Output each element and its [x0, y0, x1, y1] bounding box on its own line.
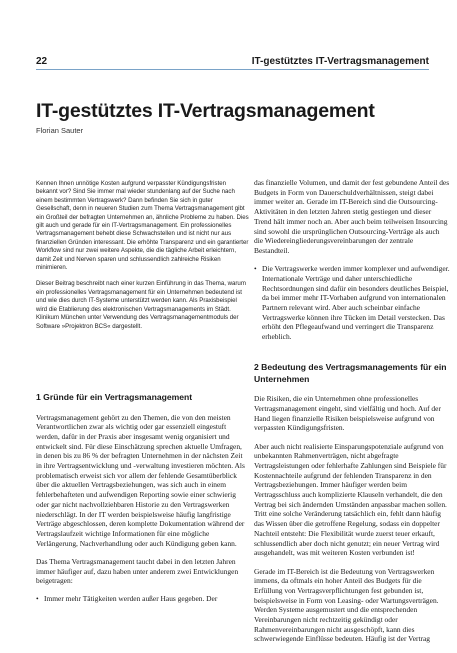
header-rule — [36, 69, 429, 70]
bullet-list — [36, 594, 249, 604]
body-paragraph: Vertragsmanagement gehört zu den Themen, die von den meisten Verantwortlichen zwar als wichtig oder gar essenziell eingestuft werden, dafür in der Praxis aber insgesamt wenig organisiert und entwickelt sind. Für diese Einschätzung sprechen aktuelle Umfragen, in denen bis zu 86 % der befragten Unternehmen in der nächsten Zeit in ihre Vertragsentwicklung und -verwaltung investieren möchten. Als problematisch erweist sich vor allem der fehlende Gesamtüberblick über die aktuellen Vertragsbeziehungen, was sich auch in einem fehlerbehafteten und aufwendigen Reporting sowie einer schwierig oder gar nicht nachvollziehbaren Historie zu den Vertragswerken niederschlägt. In der IT werden beispielsweise häufig langfristige Verträge abgeschlossen, deren komplette Dokumentation während der Vertragslaufzeit wichtige Informationen für eine mögliche Verlängerung, Nachverhandlung oder auch Kündigung geben kann. — [36, 412, 245, 548]
page-number: 22 — [36, 56, 48, 67]
right-column — [254, 178, 450, 653]
body-paragraph: Die Risiken, die ein Unternehmen ohne professionelles Vertragsmanagement eingeht, sind vielfältig und hoch. Auf der Hand liegen finanzielle Risiken beispielsweise aufgrund von verpassten Kündigungsfristen. — [254, 394, 441, 433]
bullet-list — [254, 264, 450, 342]
body-paragraph: Das Thema Vertragsmanagement taucht dabei in den letzten Jahren immer häufiger auf, dazu haben unter anderem zwei Entwicklungen beigetragen: — [36, 556, 239, 586]
running-header: IT-gestütztes IT-Vertragsmanagement — [251, 56, 429, 67]
list-item: • Immer mehr Tätigkeiten werden außer Haus gegeben. Der — [36, 594, 218, 604]
article-title: IT-gestütztes IT-Vertragsmanagement — [36, 100, 375, 122]
list-item: • Die Vertragswerke werden immer komplexer und aufwendiger. Internationale Verträge und daher unterschiedliche Rechtsordnungen sind dafür ein besonders deutliches Beispiel, da bei immer mehr IT-Vorhaben aufgrund von internationalen Partnern relevant wird. Aber auch scheinbar einfache Vertragswerke können ihre Tücken im Detail verstecken. Das erhöht den Pflegeaufwand und verringert die Transparenz erheblich. — [254, 264, 450, 342]
list-item-text: Die Vertragswerke werden immer komplexer und aufwendiger. Internationale Verträge und daher unterschiedliche Rechtsordnungen sind dafür ein besonders deutliches Beispiel, da bei immer mehr IT-Vorhaben aufgrund von internationalen Partnern relevant wird. Aber auch scheinbar einfache Vertragswerke können ihre Tücken im Detail verstecken. Das erhöht den Pflegeaufwand und verringert die Transparenz erheblich. — [262, 264, 450, 342]
left-column — [36, 392, 249, 613]
abstract-paragraph: Dieser Beitrag beschreibt nach einer kurzen Einführung in das Thema, warum ein professionelles Vertragsmanagement für ein Unternehmen bedeutend ist und wie dies durch IT-Systeme unterstützt werden kann. Als Praxisbeispiel wird die Etablierung des elektronischen Vertragsmanagements im Städt. Klinikum München unter Verwendung des Vertragsmanagementmoduls der Software »Projektron BCS« dargestellt. — [36, 280, 246, 330]
list-item-text: Immer mehr Tätigkeiten werden außer Haus gegeben. Der — [44, 594, 218, 604]
body-paragraph: das finanzielle Volumen, und damit der fest gebundene Anteil des Budgets in Form von Dauerschuldverhältnissen, steigt dabei immer weiter an. Gerade im IT-Bereich sind die Outsourcing-Aktivitäten in den letzten Jahren stetig gestiegen und dieser Trend hält immer noch an. Aber auch beim teilweisen Insourcing sind sowohl die ursprünglichen Outsourcing-Verträge als auch die Wiedereingliederungsvereinbarungen der zentrale Bestandteil. — [254, 178, 450, 255]
author-name: Florian Sauter — [36, 126, 84, 135]
section-heading: 2 Bedeutung des Vertragsmanagements für ein Unternehmen — [254, 362, 447, 384]
abstract — [36, 180, 249, 339]
section-heading: 1 Gründe für ein Vertragsmanagement — [36, 392, 193, 402]
body-paragraph: Aber auch nicht realisierte Einsparungspotenziale aufgrund von unbekannten Rahmenverträgen, nicht abgefragte Vertragsleistungen oder fehlerhafte Zahlungen sind Beispiele für Kostennachteile aufgrund der fehlenden Transparenz in den Vertragsbeziehungen. Immer häufiger werden beim Vertragsschluss auch komplizierte Klauseln verhandelt, die den Vertrag bei sich ändernden Umständen anpassbar machen sollen. Tritt eine solche Veränderung tatsächlich ein, fehlt dann häufig das Wissen über die getroffene Regelung, sodass ein doppelter Nachteil entsteht: Die Flexibilität wurde zuerst teuer erkauft, schlussendlich aber doch nicht genutzt; ein neuer Vertrag wird ausgehandelt, was mit weiteren Kosten verbunden ist! — [254, 441, 447, 558]
body-paragraph: Gerade im IT-Bereich ist die Bedeutung von Vertragswerken immens, da oftmals ein hoher Anteil des Budgets für die Erfüllung von Vertragsverpflichtungen fest gebunden ist, beispielsweise in Form von Leasing- oder Wartungsverträgen. Werden Systeme ausgemustert und die entsprechenden Vereinbarungen nicht rechtzeitig gekündigt oder Rahmenvereinbarungen nicht ausgeschöpft, kann dies schwerwiegende Einflüsse bedeuten. Häufig ist der Vertrag — [254, 566, 439, 644]
abstract-paragraph: Kennen Ihnen unnötige Kosten aufgrund verpasster Kündigungsfristen bekannt vor? Sind Sie immer mal wieder stundenlang auf der Suche nach einem bestimmten Vertragswerk? Dann befinden Sie sich in guter Gesellschaft, denn in neueren Studien zum Thema Vertragsmanagement gibt ein Großteil der befragten Unternehmen an, ähnliche Probleme zu haben. Dies gilt auch und gerade für ein IT-Vertragsmanagement. Ein professionelles Vertragsmanagement behebt diese Schwachstellen und ist nicht nur aus finanziellen Gründen interessant. Die erhöhte Transparenz und ein garantierter Workflow sind nur zwei weitere Aspekte, die die tägliche Arbeit erleichtern, damit Zeit und Nerven sparen und schlussendlich zahlreiche Risiken minimieren. — [36, 180, 249, 272]
